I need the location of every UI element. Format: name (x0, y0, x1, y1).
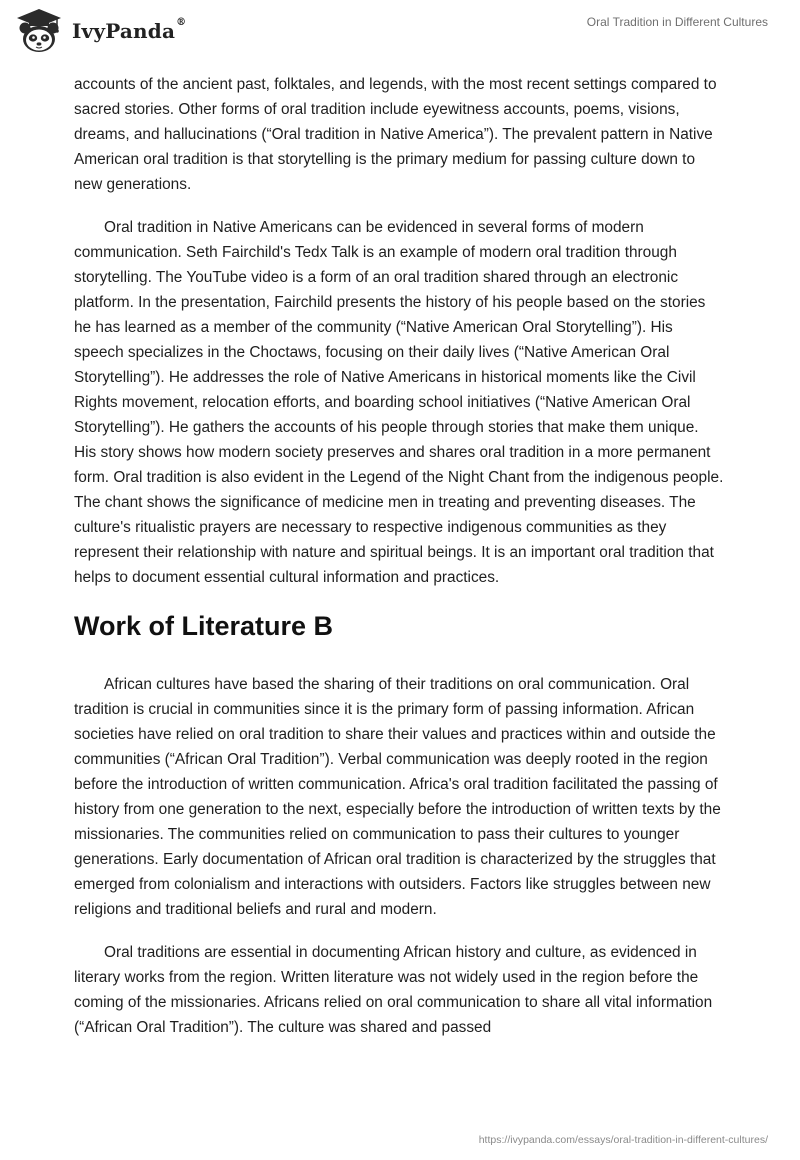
paragraph: Oral tradition in Native Americans can be evidenced in several forms of modern communication. Seth Fairchild's Tedx Talk is an example of modern oral tradition through storytelling. The YouTube video is a form of an oral tradition shared through an electronic platform. In the presentation, Fairchild presents the history of his people based on the stories he has learned as a member of the community (“Native American Oral Storytelling”). His speech specializes in the Choctaws, focusing on their daily lives (“Native American Oral Storytelling”). He addresses the role of Native Americans in historical moments like the Civil Rights movement, relocation efforts, and boarding school initiatives (“Native American Oral Storytelling”). He gathers the accounts of his people through stories that make them unique. His story shows how modern society preserves and shares oral tradition in a more permanent form. Oral tradition is also evident in the Legend of the Night Chant from the indigenous people. The chant shows the significance of medicine men in treating and preventing diseases. The culture's ritualistic prayers are necessary to respective indigenous communities as they represent their relationship with nature and spiritual beings. It is an important oral tradition that helps to document essential cultural information and practices. (74, 219, 724, 586)
page-title: Oral Tradition in Different Cultures (586, 15, 768, 29)
paragraph: African cultures have based the sharing of their traditions on oral communication. Oral tradition is crucial in communities since it is the primary form of passing information. African societies have relied on oral tradition to share their values and practices within and outside the communities (“African Oral Tradition”). Verbal communication was deeply rooted in the region before the introduction of written communication. Africa's oral tradition facilitated the passing of history from one generation to the next, especially before the introduction of written texts by the missionaries. The communities relied on communication to pass their cultures to younger generations. Early documentation of African oral tradition is characterized by the struggles that emerged from colonialism and interactions with outsiders. Factors like struggles between new religions and traditional beliefs and rural and modern. (74, 676, 721, 918)
paragraph: Oral traditions are essential in documenting African history and culture, as evidenced in literary works from the region. Written literature was not widely used in the region before the coming of the missionaries. Africans relied on oral communication to share all vital information (“African Oral Tradition”). The culture was shared and passed (74, 944, 713, 1036)
page-header (0, 0, 800, 70)
source-url[interactable]: https://ivypanda.com/essays/oral-tradition-in-different-cultures/ (478, 1134, 768, 1146)
registered-mark: ® (176, 17, 187, 28)
section-heading: Work of Literature B (74, 611, 334, 641)
ivypanda-logo-link[interactable] (14, 8, 186, 54)
brand-name (72, 19, 186, 43)
brand-text: IvyPanda (72, 19, 176, 43)
article-body (74, 72, 724, 1058)
panda-logo-icon (14, 8, 64, 54)
paragraph: accounts of the ancient past, folktales, and legends, with the most recent settings compared to sacred stories. Other forms of oral tradition include eyewitness accounts, poems, visions, dreams, and hallucinations (“Oral tradition in Native America”). The prevalent pattern in Native American oral tradition is that storytelling is the primary medium for passing culture down to new generations. (74, 76, 717, 193)
